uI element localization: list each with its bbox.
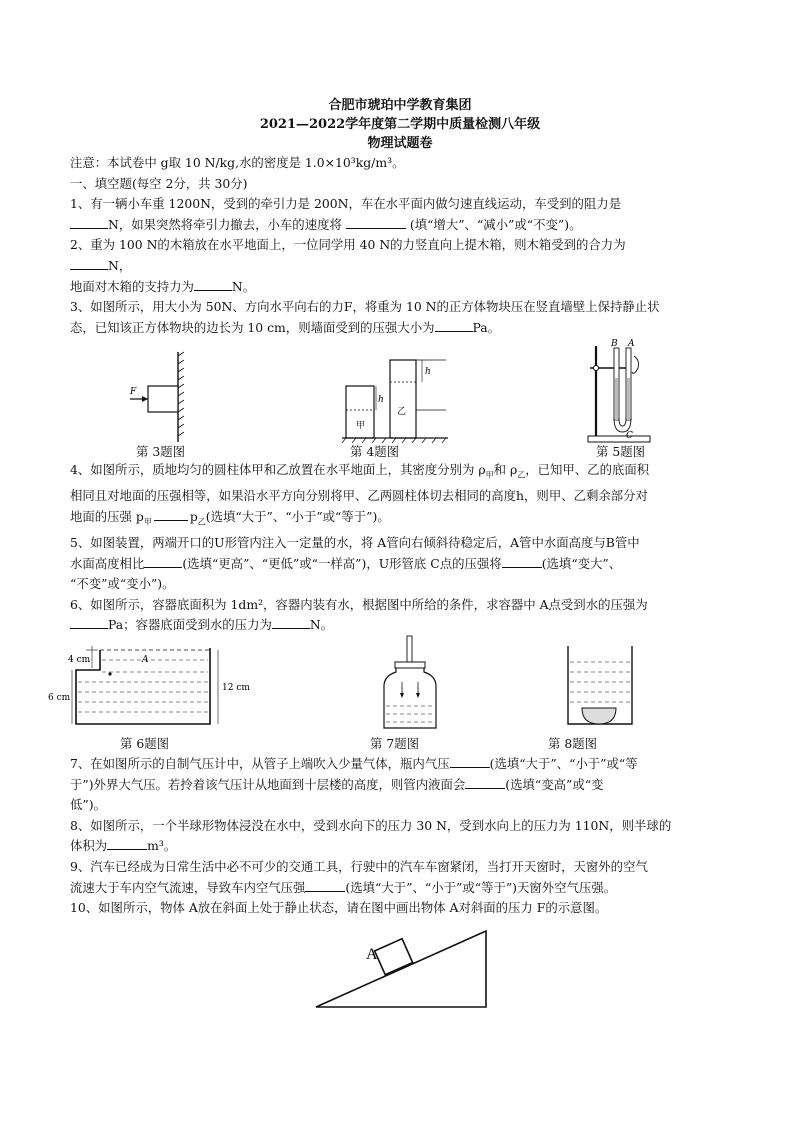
question-5-line-1: 5、如图装置，两端开口的U形管内注入一定量的水，将 A管向右倾斜待稳定后，A管中水面高度与B管中	[70, 535, 640, 551]
figure-10-area	[70, 919, 730, 1015]
question-4-line-2: 相同且对地面的压强相等，如果沿水平方向分别将甲、乙两圆柱体切去相同的高度h，则甲、乙剩余部分对	[70, 488, 648, 504]
figure-8	[566, 646, 636, 734]
point-label-A: A	[142, 655, 149, 666]
question-4-text: 4、如图所示，质地均匀的圆柱体甲和乙放置在水平地面上，其密度分别为 ρ	[70, 462, 486, 478]
question-6-line-2	[70, 615, 730, 636]
answer-blank[interactable]	[194, 278, 232, 291]
question-7-line-2	[70, 775, 730, 796]
question-4-text: 和 ρ	[493, 462, 518, 478]
question-3-text: 态，已知该正方体物块的边长为 10 cm，则墙面受到的压强大小为	[70, 319, 435, 335]
figure-7-caption: 第 7题图	[370, 736, 419, 752]
dimension-4cm: 4 cm	[68, 655, 91, 666]
label-yi: 乙	[397, 407, 407, 418]
subscript: 甲	[485, 470, 494, 480]
question-6-text: Pa；容器底面受到水的压力为	[108, 617, 272, 633]
question-1-line-2	[70, 215, 730, 236]
figure-row-1	[70, 338, 730, 460]
answer-blank[interactable]	[465, 776, 505, 789]
dimension-6cm: 6 cm	[48, 693, 71, 704]
question-1-text: N，如果突然将牵引力撤去，小车的速度将	[108, 216, 342, 232]
section-heading: 一、填空题(每空 2分，共 30分)	[70, 175, 248, 191]
answer-blank[interactable]	[450, 755, 490, 768]
question-5-line-2	[70, 554, 730, 575]
cylinder-yi	[390, 360, 416, 438]
school-title: 合肥市琥珀中学教育集团	[328, 98, 472, 113]
question-4-line-1	[70, 460, 730, 486]
answer-blank[interactable]	[154, 508, 188, 521]
question-3-line-2	[70, 318, 730, 339]
question-3-line-1: 3、如图所示，用大小为 50N、方向水平向右的力F，将重为 10 N的正方体物块压在竖直墙壁上保持静止状	[70, 299, 660, 315]
figure-5-caption: 第 5题图	[596, 444, 645, 460]
question-7-line-3: 低”)。	[70, 797, 106, 813]
figure-3	[122, 352, 192, 442]
question-4-text: 地面的压强 p	[70, 509, 144, 524]
force-label-F: F	[130, 387, 137, 398]
question-9-text: (选填“大于”、“小于”或“等于”)天窗外空气压强。	[345, 879, 617, 895]
figure-row-2	[48, 636, 730, 754]
figure-8-caption: 第 8题图	[548, 736, 597, 752]
question-8-text: 体积为	[70, 838, 108, 854]
question-7-text: 于”)外界大气压。若拎着该气压计从地面到十层楼的高度，则管内液面会	[70, 776, 466, 792]
figure-7	[380, 636, 440, 734]
question-2-line-3	[70, 277, 730, 298]
figure-6	[48, 642, 250, 734]
block-label-A: A	[366, 945, 378, 963]
answer-blank[interactable]	[144, 555, 182, 568]
subscript: 乙	[197, 517, 206, 527]
answer-blank[interactable]	[70, 616, 108, 629]
height-label-h: h	[378, 395, 384, 406]
figure-6-caption: 第 6题图	[120, 736, 169, 752]
subscript: 乙	[517, 470, 526, 480]
question-8-text: m³。	[147, 838, 177, 854]
answer-blank[interactable]	[70, 216, 108, 229]
exam-page	[48, 96, 730, 1015]
question-1-line-1: 1、有一辆小车重 1200N，受到的牵引力是 200N，车在水平面内做匀速直线运动，车受到的阻力是	[70, 196, 622, 212]
answer-blank[interactable]	[435, 319, 473, 332]
figure-4	[342, 346, 452, 442]
question-3-text: Pa。	[472, 319, 501, 335]
question-7-line-1	[70, 754, 730, 775]
figure-10[interactable]	[314, 927, 494, 1011]
dimension-12cm: 12 cm	[222, 683, 250, 694]
question-8-line-2	[70, 836, 730, 857]
question-4-text: (选填“大于”、“小于”或“等于”)。	[205, 509, 390, 524]
answer-blank[interactable]	[502, 555, 542, 568]
question-5-text: 水面高度相比	[70, 555, 145, 571]
question-8-line-1: 8、如图所示，一个半球形物体浸没在水中，受到水向下的压力 30 N，受到水向上的压力为 110N，则半球的	[70, 817, 672, 833]
question-6-line-1: 6、如图所示，容器底面积为 1dm²，容器内装有水，根据图中所给的条件，求容器中 A点受到水的压强为	[70, 596, 648, 612]
question-2-line-2	[70, 256, 730, 277]
question-5-text: (选填“更高”、“更低”或“一样高”)，U形管底 C点的压强将	[182, 555, 502, 571]
question-5-line-3: “不变”或“变小”)。	[70, 576, 175, 592]
question-7-text: (选填“大于”、“小于”或“等	[489, 756, 638, 772]
question-4-text: ，已知甲、乙的底面积	[525, 462, 650, 478]
question-7-text: 7、在如图所示的自制气压计中，从管子上端吹入少量气体，瓶内气压	[70, 756, 450, 772]
cube-block	[148, 386, 178, 412]
height-label-h: h	[425, 367, 431, 378]
question-2-text: N。	[231, 278, 256, 294]
exam-note: 注意：本试卷中 g取 10 N/kg,水的密度是 1.0×10³kg/m³。	[70, 155, 405, 170]
tube-label-B: B	[611, 339, 618, 350]
question-1-text: (填“增大”、“减小”或“不变”)。	[409, 216, 582, 232]
figure-3-caption: 第 3题图	[136, 444, 185, 460]
question-2-line-1: 2、重为 100 N的木箱放在水平地面上，一位同学用 40 N的力竖直向上提木箱，则木箱受到的合力为	[70, 237, 626, 253]
question-2-text: N，	[108, 257, 132, 273]
answer-blank[interactable]	[70, 257, 108, 270]
point-label-C: C	[626, 431, 633, 442]
answer-blank[interactable]	[272, 616, 310, 629]
question-9-text: 流速大于车内空气流速，导致车内空气压强	[70, 879, 306, 895]
label-jia: 甲	[356, 421, 366, 432]
answer-blank[interactable]	[346, 216, 406, 229]
question-9-line-2	[70, 878, 730, 899]
answer-blank[interactable]	[305, 879, 345, 892]
subscript: 甲	[143, 517, 152, 527]
question-10-line-1: 10、如图所示，物体 A放在斜面上处于静止状态，请在图中画出物体 A对斜面的压力 F的示意图。	[70, 900, 608, 916]
question-9-line-1: 9、汽车已经成为日常生活中必不可少的交通工具，行驶中的汽车车窗紧闭，当打开天窗时，天窗外的空气	[70, 859, 648, 874]
exam-title: 2021—2022学年度第二学期中质量检测八年级	[259, 117, 541, 132]
question-4-text: p	[189, 509, 198, 524]
figure-5	[584, 338, 664, 444]
question-5-text: (选填“变大”、	[541, 555, 622, 571]
question-2-text: 地面对木箱的支持力为	[70, 278, 194, 294]
question-7-text: (选填“变高”或“变	[505, 776, 604, 792]
question-6-text: N。	[309, 617, 334, 633]
answer-blank[interactable]	[107, 837, 147, 850]
question-4-line-3	[70, 507, 730, 533]
figure-4-caption: 第 4题图	[350, 444, 399, 460]
tube-label-A: A	[628, 339, 635, 350]
subject-title: 物理试题卷	[367, 136, 433, 151]
